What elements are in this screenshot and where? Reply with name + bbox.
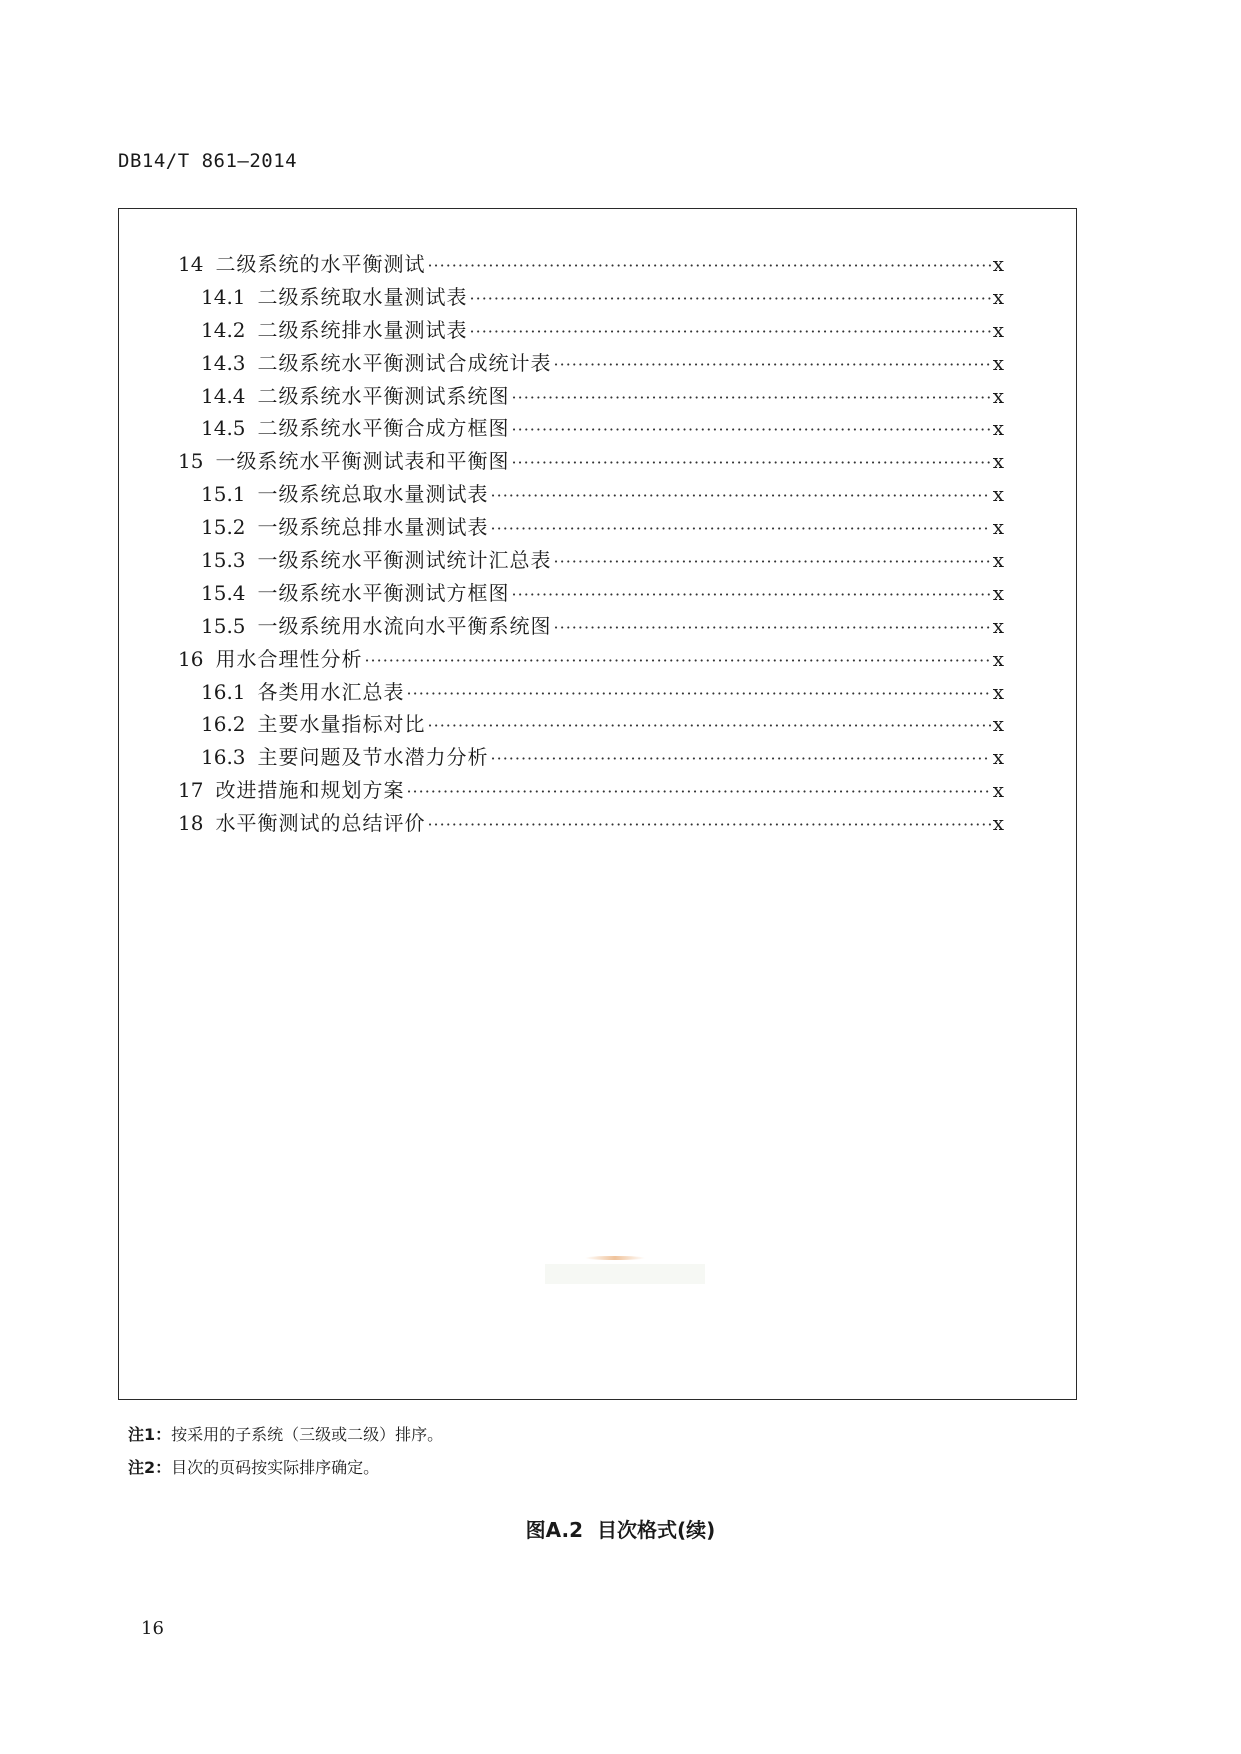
toc-entry-number: 16 bbox=[178, 646, 204, 671]
toc-entry-page: x bbox=[992, 745, 1004, 770]
toc-entry-title: 一级系统用水流向水平衡系统图 bbox=[257, 613, 552, 638]
page-number: 16 bbox=[141, 1618, 164, 1639]
toc-dot-leader bbox=[427, 250, 990, 283]
toc-entry-page: x bbox=[992, 679, 1004, 704]
note-1-label: 注1： bbox=[128, 1425, 172, 1444]
toc-entry-title: 二级系统的水平衡测试 bbox=[215, 252, 426, 276]
toc-entry[interactable] bbox=[178, 281, 1004, 314]
toc-dot-leader bbox=[364, 645, 990, 678]
note-2-text: 目次的页码按实际排序确定。 bbox=[171, 1458, 380, 1477]
table-of-contents bbox=[178, 248, 1004, 840]
figure-number: 图A.2 bbox=[525, 1518, 584, 1542]
toc-entry-number: 18 bbox=[178, 811, 204, 836]
toc-dot-leader bbox=[512, 382, 991, 415]
toc-entry[interactable] bbox=[178, 478, 1004, 511]
toc-entry-page: x bbox=[992, 580, 1004, 605]
toc-dot-leader bbox=[554, 612, 991, 645]
toc-entry-number: 15.5 bbox=[201, 613, 246, 638]
toc-entry[interactable] bbox=[178, 248, 1004, 281]
toc-entry-number: 17 bbox=[178, 778, 204, 803]
toc-entry[interactable] bbox=[178, 577, 1004, 610]
toc-entry-page: x bbox=[992, 515, 1004, 540]
toc-entry-title: 各类用水汇总表 bbox=[257, 679, 405, 704]
toc-entry[interactable] bbox=[178, 807, 1004, 840]
toc-entry-number: 14.2 bbox=[201, 317, 246, 342]
toc-entry-page: x bbox=[992, 383, 1004, 408]
toc-entry-page: x bbox=[992, 712, 1004, 737]
note-2-label: 注2： bbox=[128, 1458, 172, 1477]
note-2 bbox=[128, 1451, 443, 1484]
toc-dot-leader bbox=[470, 316, 991, 349]
toc-entry-title: 主要问题及节水潜力分析 bbox=[257, 745, 489, 770]
toc-entry-title: 二级系统水平衡合成方框图 bbox=[257, 416, 510, 441]
toc-entry-number: 15.1 bbox=[201, 482, 246, 507]
toc-entry[interactable] bbox=[178, 380, 1004, 413]
toc-entry[interactable] bbox=[178, 544, 1004, 577]
toc-entry[interactable] bbox=[178, 412, 1004, 445]
toc-dot-leader bbox=[427, 809, 990, 842]
toc-entry-number: 15.3 bbox=[201, 548, 246, 573]
toc-entry-title: 一级系统水平衡测试表和平衡图 bbox=[215, 449, 510, 474]
toc-dot-leader bbox=[512, 579, 991, 612]
toc-entry-number: 16.2 bbox=[201, 712, 246, 737]
toc-entry-page: x bbox=[992, 284, 1004, 309]
scan-artifact-stain bbox=[585, 1256, 645, 1260]
toc-entry-title: 一级系统总排水量测试表 bbox=[257, 515, 489, 540]
toc-dot-leader bbox=[428, 710, 991, 743]
toc-entry-page: x bbox=[992, 449, 1004, 474]
toc-dot-leader bbox=[491, 743, 991, 776]
toc-entry[interactable] bbox=[178, 774, 1004, 807]
toc-entry-title: 二级系统水平衡测试合成统计表 bbox=[257, 350, 552, 375]
toc-entry-title: 一级系统水平衡测试方框图 bbox=[257, 580, 510, 605]
toc-entry[interactable] bbox=[178, 445, 1004, 478]
toc-entry-page: x bbox=[992, 613, 1004, 638]
toc-dot-leader bbox=[470, 283, 991, 316]
toc-dot-leader bbox=[512, 414, 991, 447]
toc-dot-leader bbox=[407, 678, 991, 711]
toc-entry[interactable] bbox=[178, 708, 1004, 741]
toc-entry-number: 16.1 bbox=[201, 679, 246, 704]
toc-entry-page: x bbox=[992, 252, 1004, 276]
toc-entry[interactable] bbox=[178, 347, 1004, 380]
toc-entry-number: 14.1 bbox=[201, 284, 246, 309]
toc-entry-page: x bbox=[992, 811, 1004, 836]
toc-entry-page: x bbox=[992, 646, 1004, 671]
toc-dot-leader bbox=[491, 513, 991, 546]
toc-dot-leader bbox=[511, 447, 990, 480]
toc-entry-number: 16.3 bbox=[201, 745, 246, 770]
toc-entry[interactable] bbox=[178, 314, 1004, 347]
toc-entry-title: 改进措施和规划方案 bbox=[215, 778, 405, 803]
toc-entry-page: x bbox=[992, 350, 1004, 375]
toc-entry-number: 14 bbox=[178, 252, 204, 276]
toc-entry[interactable] bbox=[178, 511, 1004, 544]
toc-entry-title: 二级系统水平衡测试系统图 bbox=[257, 383, 510, 408]
toc-entry-page: x bbox=[992, 317, 1004, 342]
toc-entry-page: x bbox=[992, 548, 1004, 573]
toc-entry[interactable] bbox=[178, 643, 1004, 676]
toc-dot-leader bbox=[406, 776, 990, 809]
toc-entry-title: 二级系统取水量测试表 bbox=[257, 284, 468, 309]
toc-entry-title: 用水合理性分析 bbox=[215, 646, 363, 671]
note-1-text: 按采用的子系统（三级或二级）排序。 bbox=[171, 1425, 444, 1444]
toc-entry[interactable] bbox=[178, 610, 1004, 643]
figure-caption bbox=[0, 1514, 1241, 1543]
toc-entry-number: 14.3 bbox=[201, 350, 246, 375]
scan-artifact bbox=[545, 1264, 705, 1284]
document-code: DB14/T 861—2014 bbox=[118, 150, 298, 172]
notes bbox=[128, 1418, 443, 1484]
toc-dot-leader bbox=[554, 349, 991, 382]
toc-entry-title: 二级系统排水量测试表 bbox=[257, 317, 468, 342]
toc-dot-leader bbox=[554, 546, 991, 579]
figure-title: 目次格式(续) bbox=[597, 1518, 716, 1542]
toc-entry[interactable] bbox=[178, 676, 1004, 709]
note-1 bbox=[128, 1418, 443, 1451]
toc-entry-number: 14.4 bbox=[201, 383, 246, 408]
toc-entry[interactable] bbox=[178, 741, 1004, 774]
toc-entry-page: x bbox=[992, 778, 1004, 803]
toc-entry-number: 15.4 bbox=[201, 580, 246, 605]
toc-entry-page: x bbox=[992, 416, 1004, 441]
toc-entry-title: 主要水量指标对比 bbox=[257, 712, 426, 737]
toc-entry-number: 14.5 bbox=[201, 416, 246, 441]
toc-entry-title: 一级系统水平衡测试统计汇总表 bbox=[257, 548, 552, 573]
toc-entry-number: 15.2 bbox=[201, 515, 246, 540]
toc-entry-title: 一级系统总取水量测试表 bbox=[257, 482, 489, 507]
toc-entry-title: 水平衡测试的总结评价 bbox=[215, 811, 426, 836]
toc-entry-page: x bbox=[992, 482, 1004, 507]
toc-dot-leader bbox=[491, 480, 991, 513]
toc-entry-number: 15 bbox=[178, 449, 204, 474]
